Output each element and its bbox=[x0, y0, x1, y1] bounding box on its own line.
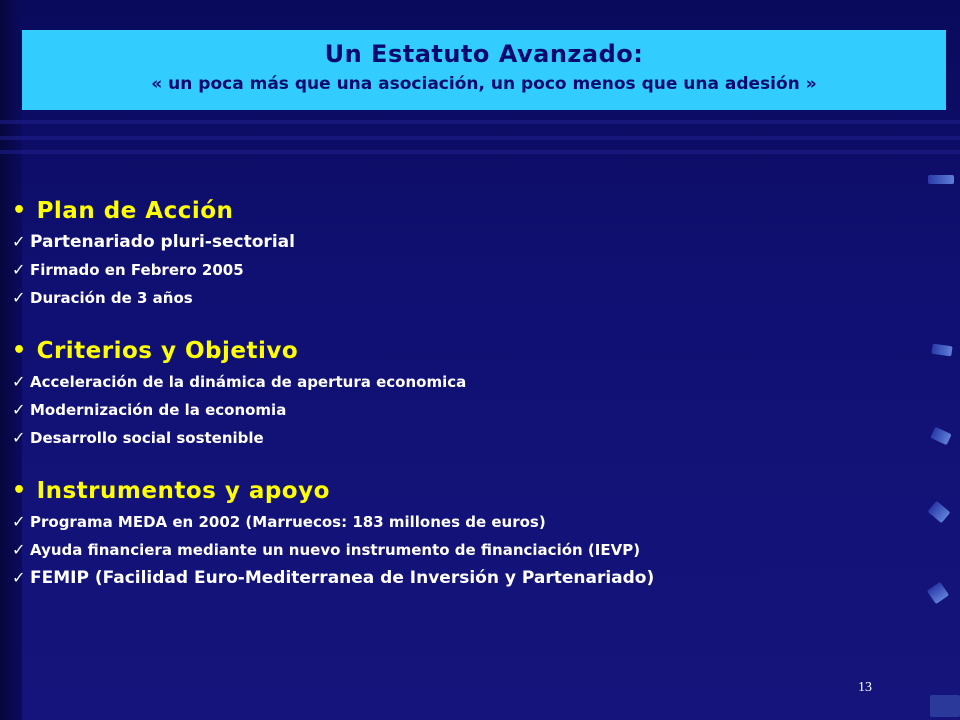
checkmark-icon: ✓ bbox=[12, 232, 26, 251]
list-item bbox=[12, 228, 912, 256]
list-item bbox=[12, 256, 912, 284]
background-stripe bbox=[0, 150, 960, 154]
list-item bbox=[12, 284, 912, 312]
list-item-text: Ayuda financiera mediante un nuevo instrumento de financiación (IEVP) bbox=[30, 541, 641, 559]
checkmark-icon: ✓ bbox=[12, 568, 26, 587]
list-item-text: Programa MEDA en 2002 (Marruecos: 183 millones de euros) bbox=[30, 513, 546, 531]
list-item-text: Duración de 3 años bbox=[30, 289, 193, 307]
section-heading bbox=[12, 474, 912, 508]
list-item-text: Firmado en Febrero 2005 bbox=[30, 261, 244, 279]
list-item bbox=[12, 368, 912, 396]
slide-subtitle: « un poca más que una asociación, un poco menos que una adesión » bbox=[151, 74, 817, 94]
checkmark-icon: ✓ bbox=[12, 400, 26, 419]
checkmark-icon: ✓ bbox=[12, 512, 26, 531]
section-instrumentos-y-apoyo bbox=[12, 474, 912, 592]
section-heading bbox=[12, 334, 912, 368]
list-item-text: Modernización de la economia bbox=[30, 401, 287, 419]
checkmark-icon: ✓ bbox=[12, 288, 26, 307]
list-item bbox=[12, 536, 912, 564]
list-item bbox=[12, 424, 912, 452]
list-item-text: Desarrollo social sostenible bbox=[30, 429, 264, 447]
bullet-dot-icon: • bbox=[12, 478, 27, 503]
section-heading-text: Instrumentos y apoyo bbox=[36, 478, 330, 504]
checkmark-icon: ✓ bbox=[12, 428, 26, 447]
bullet-dot-icon: • bbox=[12, 338, 27, 363]
slide-title: Un Estatuto Avanzado: bbox=[324, 40, 644, 68]
background-stripe bbox=[0, 136, 960, 140]
section-heading-text: Criterios y Objetivo bbox=[36, 338, 299, 364]
list-item bbox=[12, 508, 912, 536]
checkmark-icon: ✓ bbox=[12, 372, 26, 391]
background-stripe bbox=[0, 120, 960, 124]
section-criterios-y-objetivo bbox=[12, 334, 912, 452]
bullet-dot-icon: • bbox=[12, 198, 27, 223]
checkmark-icon: ✓ bbox=[12, 260, 26, 279]
page-number: 13 bbox=[858, 680, 872, 695]
list-item bbox=[12, 396, 912, 424]
section-plan-de-accion bbox=[12, 194, 912, 312]
list-item-text: Partenariado pluri-sectorial bbox=[30, 232, 295, 252]
section-heading bbox=[12, 194, 912, 228]
section-heading-text: Plan de Acción bbox=[36, 198, 234, 224]
slide-content bbox=[12, 194, 912, 614]
list-item bbox=[12, 564, 912, 592]
title-banner bbox=[22, 30, 946, 110]
list-item-text: Acceleración de la dinámica de apertura economica bbox=[30, 373, 467, 391]
checkmark-icon: ✓ bbox=[12, 540, 26, 559]
list-item-text: FEMIP (Facilidad Euro-Mediterranea de Inversión y Partenariado) bbox=[30, 568, 655, 588]
